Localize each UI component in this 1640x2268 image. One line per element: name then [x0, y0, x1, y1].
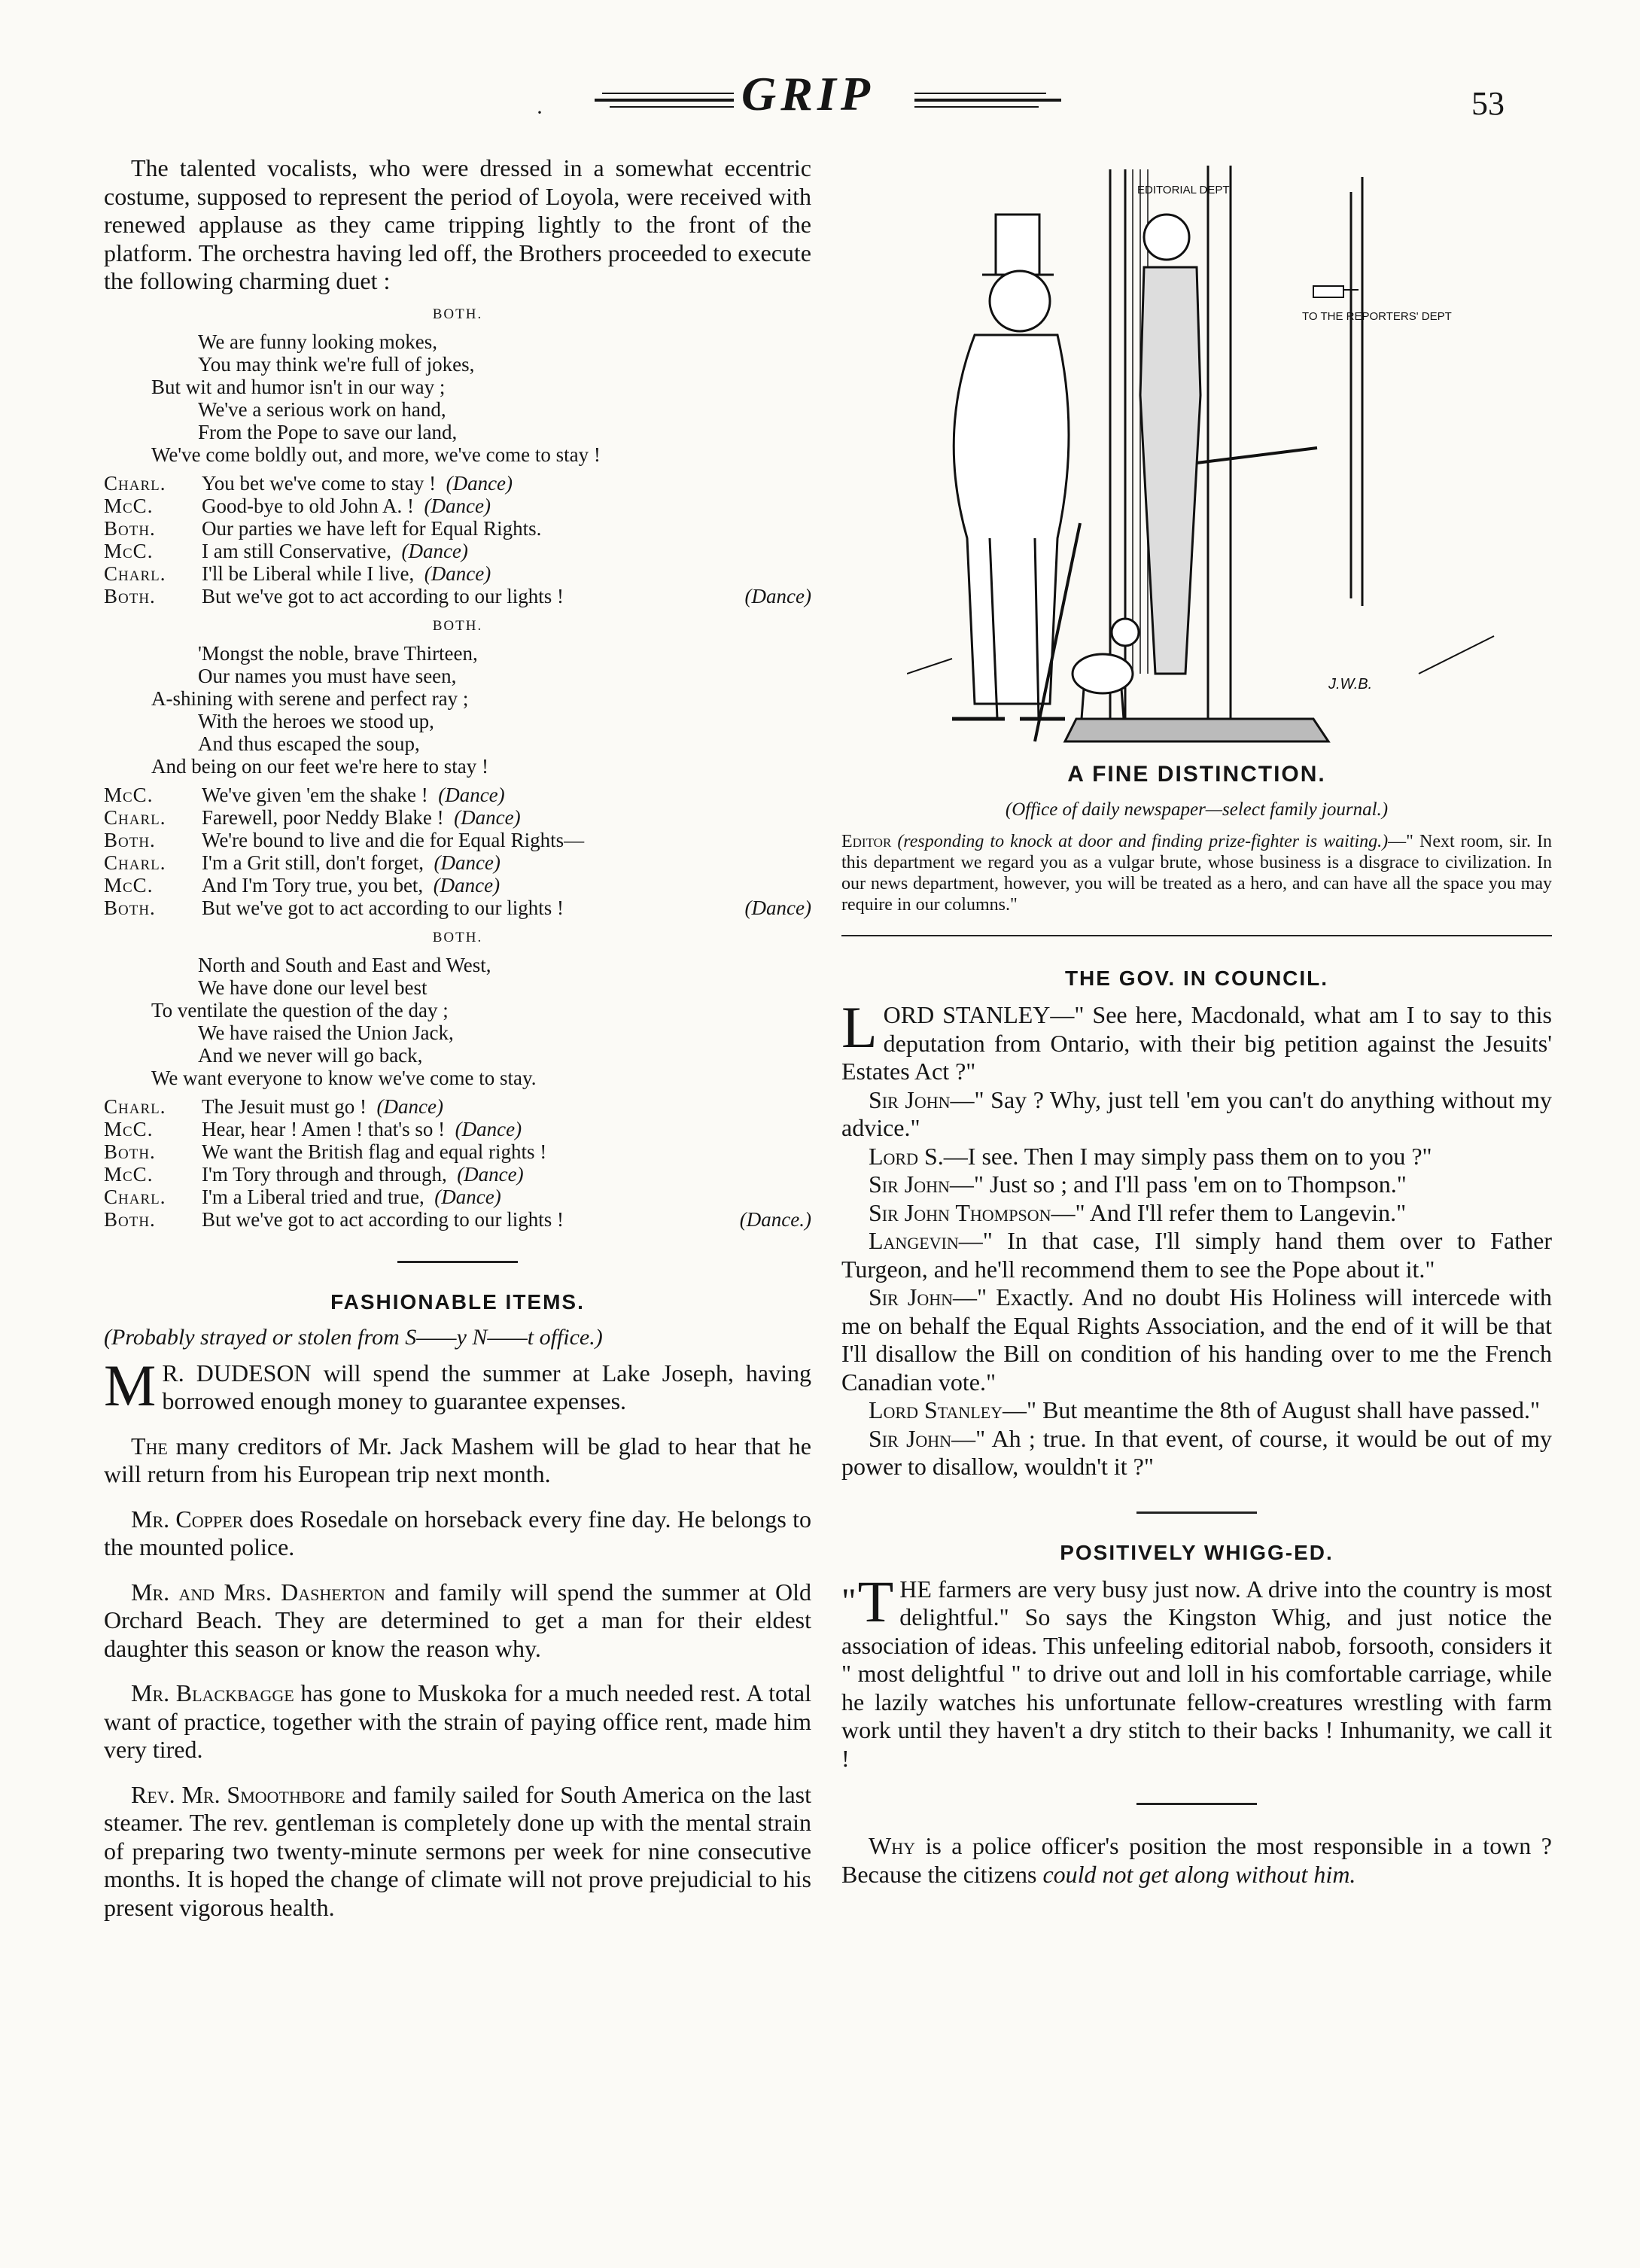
dialogue-text: I am still Conservative,: [202, 539, 391, 562]
speaker: Both.: [104, 516, 156, 540]
verse-line: But wit and humor isn't in our way ;: [151, 375, 446, 398]
top-hat: [996, 215, 1039, 275]
fashionable-items-title: FASHIONABLE ITEMS.: [330, 1289, 585, 1314]
dog-body: [1073, 654, 1133, 693]
council-text: ORD STANLEY—" See here, Macdonald, what am I to say to this deputation from Ontario, with their big petition against the Jesuits' Estates Act ?": [841, 1001, 1552, 1085]
council-text: —" In that case, I'll simply hand them over to Father Turgeon, and he'll recommend them to see the Pope about it.": [841, 1227, 1552, 1283]
speaker: Charl.: [104, 851, 166, 874]
verse-line: North and South and East and West,: [198, 953, 491, 976]
stage-direction: (Dance): [744, 584, 811, 607]
stage-direction: (Dance): [433, 873, 501, 897]
speaker: Both.: [104, 896, 156, 919]
section-divider: [1136, 1511, 1257, 1514]
dialogue-block-3: [104, 1095, 811, 1231]
fashion-item-text: R. DUDESON will spend the summer at Lake Joseph, having borrowed enough money to guarantee expenses.: [162, 1359, 811, 1414]
council-para-5: [841, 1199, 1552, 1228]
whigg-paragraph: [841, 1568, 1552, 1773]
speaker: Lord S.: [869, 1142, 944, 1170]
intro-paragraph: The talented vocalists, who were dressed in a somewhat eccentric costume, supposed to represent the period of Loyola, were received with renewed applause as they came tripping lightly to the front of the platform. The orchestra having led off, the Brothers proceeded to execute the following charming duet :: [104, 154, 811, 294]
speaker: McC.: [104, 783, 154, 806]
dialogue-text: I'm a Liberal tried and true,: [202, 1185, 424, 1208]
speaker: Both.: [104, 1207, 156, 1231]
dialogue-row: [104, 472, 811, 495]
fashion-item-text: many creditors of Mr. Jack Mashem will be glad to hear that he will return from his European trip next month.: [104, 1432, 811, 1487]
verse-stanza-3: [104, 954, 811, 1089]
verse-line: We have done our level best: [198, 976, 427, 999]
council-text: —" Just so ; and I'll pass 'em on to Thompson.": [949, 1171, 1407, 1198]
editor-head: [990, 271, 1050, 331]
verse-line: To ventilate the question of the day ;: [151, 998, 449, 1021]
fashionable-items-subtitle: (Probably strayed or stolen from S——y N——t office.): [104, 1324, 603, 1350]
caption-speaker: Editor: [841, 832, 892, 851]
dialogue-row: [104, 540, 811, 562]
verse-stanza-1: [104, 330, 811, 466]
speaker: Sir John Thompson: [869, 1198, 1051, 1226]
speaker: McC.: [104, 1117, 154, 1140]
fashion-item-text: does Rosedale on horseback every fine day. He belongs to the mounted police.: [104, 1505, 811, 1560]
pointing-arm: [1197, 448, 1317, 463]
item-lead: The: [131, 1432, 168, 1460]
speaker: Sir John: [869, 1085, 951, 1113]
fighter-head: [1144, 215, 1189, 260]
cartoon-title: A FINE DISTINCTION.: [1067, 762, 1326, 787]
dialogue-row: [104, 1208, 811, 1231]
fashion-item-text: has gone to Muskoka for a much needed rest. A total want of practice, together with the strain of paying office rent, made him very tired.: [104, 1679, 811, 1763]
verse-line: And being on our feet we're here to stay !: [151, 754, 488, 778]
riddle-answer: could not get along without him.: [1042, 1860, 1356, 1888]
dialogue-text: But we've got to act according to our lights !: [202, 896, 564, 919]
fashion-item-4: [104, 1578, 811, 1664]
dialogue-row: [104, 562, 811, 585]
header-rule-right: [914, 93, 1046, 94]
fashion-item-6: [104, 1781, 811, 1922]
section-divider: [1136, 1803, 1257, 1805]
riddle-lead: Why: [869, 1832, 915, 1859]
whigg-title: POSITIVELY WHIGG-ED.: [1060, 1540, 1334, 1564]
artist-signature: J.W.B.: [1328, 676, 1373, 693]
dialogue-text: You bet we've come to stay !: [202, 471, 437, 495]
council-para-7: [841, 1283, 1552, 1396]
stage-direction: (Dance): [424, 494, 491, 517]
page-number: 53: [1471, 85, 1505, 122]
council-text: —" Ah ; true. In that event, of course, it would be out of my power to disallow, wouldn't it ?": [841, 1424, 1553, 1480]
drop-cap: T: [857, 1568, 894, 1634]
dialogue-text: Good-bye to old John A. !: [202, 494, 414, 517]
speaker: Sir John: [869, 1171, 950, 1198]
council-para-4: [841, 1171, 1552, 1199]
dialogue-text: And I'm Tory true, you bet,: [202, 873, 424, 897]
dialogue-row: [104, 1186, 811, 1208]
verse-line: Our names you must have seen,: [198, 664, 457, 687]
verse-line: A-shining with serene and perfect ray ;: [151, 686, 469, 710]
dialogue-text: I'll be Liberal while I live,: [202, 562, 415, 585]
caption-direction: (responding to knock at door and finding prize-fighter is waiting.): [897, 832, 1389, 851]
door-sign-text: EDITORIAL DEPT: [1137, 184, 1230, 196]
header-rule-left-lower: [610, 106, 734, 108]
verse-heading: BOTH.: [432, 306, 483, 322]
fashion-item-1: [104, 1352, 811, 1418]
speaker: Charl.: [104, 471, 166, 495]
stage-direction: (Dance): [744, 896, 811, 919]
dialogue-row: [104, 897, 811, 919]
fashion-item-2: [104, 1432, 811, 1489]
left-column: [104, 154, 811, 1922]
council-text: —" And I'll refer them to Langevin.": [1051, 1198, 1407, 1226]
cartoon-drawing: [907, 147, 1502, 749]
stage-direction: (Dance): [455, 1117, 522, 1140]
dialogue-text: But we've got to act according to our lights !: [202, 1207, 564, 1231]
opening-quote: ": [841, 1581, 857, 1621]
council-para-6: [841, 1227, 1552, 1283]
dialogue-row: [104, 806, 811, 829]
fashion-item-5: [104, 1679, 811, 1764]
riddle-text: is a police officer's position the most responsible in a town ? Because the citizens: [841, 1832, 1552, 1888]
section-divider: [397, 1261, 518, 1263]
verse-line: We are funny looking mokes,: [198, 330, 438, 353]
speaker: McC.: [104, 1162, 154, 1186]
speaker: Lord Stanley: [869, 1396, 1003, 1423]
stage-direction: (Dance): [446, 471, 513, 495]
dialogue-text: But we've got to act according to our lights !: [202, 584, 564, 607]
drop-cap: M: [104, 1352, 157, 1418]
speaker: Charl.: [104, 1094, 166, 1118]
verse-line: And we never will go back,: [198, 1043, 423, 1067]
verse-heading: BOTH.: [432, 929, 483, 945]
drop-cap: L: [841, 994, 878, 1060]
council-text: —" But meantime the 8th of August shall have passed.": [1003, 1396, 1541, 1423]
header-rule-right-lower: [914, 106, 1039, 108]
speaker: Charl.: [104, 805, 166, 829]
item-lead: Mr. Copper: [131, 1505, 244, 1533]
dialogue-text: Farewell, poor Neddy Blake !: [202, 805, 444, 829]
header-rule-left: [602, 93, 734, 94]
dialogue-block-1: [104, 472, 811, 607]
speaker: Sir John: [869, 1424, 952, 1452]
dialogue-row: [104, 495, 811, 517]
dialogue-text: We're bound to live and die for Equal Rights—: [202, 828, 585, 851]
verse-heading: BOTH.: [432, 617, 483, 634]
stage-direction: (Dance): [401, 539, 468, 562]
header-rule-right-thick: [914, 99, 1061, 102]
dialogue-text: Hear, hear ! Amen ! that's so !: [202, 1117, 446, 1140]
speaker: Both.: [104, 828, 156, 851]
council-para-8: [841, 1396, 1552, 1425]
verse-line: You may think we're full of jokes,: [198, 352, 475, 376]
council-text: —" Say ? Why, just tell 'em you can't do anything without my advice.": [841, 1085, 1552, 1141]
fighter-body: [1140, 267, 1200, 674]
dialogue-text: I'm Tory through and through,: [202, 1162, 447, 1186]
verse-line: We've come boldly out, and more, we've come to stay !: [151, 443, 601, 466]
dog-head: [1112, 619, 1139, 646]
verse-line: With the heroes we stood up,: [198, 709, 434, 732]
dialogue-row: [104, 585, 811, 607]
dialogue-row: [104, 1163, 811, 1186]
item-lead: Mr. Blackbagge: [131, 1679, 294, 1706]
speaker: McC.: [104, 873, 154, 897]
stage-direction: (Dance.): [739, 1207, 811, 1231]
wall-sign-text: TO THE REPORTERS' DEPT: [1302, 310, 1452, 323]
verse-line: 'Mongst the noble, brave Thirteen,: [198, 641, 478, 665]
caption-text: —" Next room, sir. In this department we regard you as a vulgar brute, whose business is a disgrace to civilization. In our news department, however, you will be treated as a hero, and can have all the space you may require in our columns.": [841, 832, 1552, 915]
dialogue-text: The Jesuit must go !: [202, 1094, 367, 1118]
item-lead: Mr. and Mrs. Dasherton: [131, 1578, 385, 1606]
fashion-item-text: and family sailed for South America on the last steamer. The rev. gentleman is completely done up with the mental strain of preparing two twenty-minute sermons per week for nine consecutive months. It is hoped the change of climate will not prove prejudicial to his present vigorous health.: [104, 1780, 811, 1921]
riddle-paragraph: [841, 1832, 1552, 1889]
dialogue-text: We've given 'em the shake !: [202, 783, 428, 806]
speaker: McC.: [104, 494, 154, 517]
header-ornament-dot: ·: [536, 100, 543, 125]
dialogue-row: [104, 1140, 811, 1163]
whigg-text: HE farmers are very busy just now. A drive into the country is most delightful." So says the Kingston Whig, and just notice the association of ideas. This unfeeling editorial nabob, forsooth, considers it " most delightful " to drive out and loll in his comfortable carriage, while he lazily watches his unfortunate fellow-creatures wrestling with farm work until they haven't a dry stitch to their backs ! Inhumanity, we call it !: [841, 1575, 1552, 1772]
fashion-item-text: and family will spend the summer at Old Orchard Beach. They are determined to get a man for their eldest daughter this season or know the reason why.: [104, 1578, 812, 1662]
stage-direction: (Dance): [457, 1162, 524, 1186]
speaker: Both.: [104, 584, 156, 607]
verse-line: We want everyone to know we've come to stay.: [151, 1066, 537, 1089]
cartoon-caption: [841, 831, 1552, 915]
stage-direction: (Dance): [454, 805, 521, 829]
right-column: [841, 762, 1552, 1889]
stage-direction: (Dance): [376, 1094, 443, 1118]
dialogue-row: [104, 874, 811, 897]
editor-coat: [954, 335, 1069, 704]
verse-line: And thus escaped the soup,: [198, 732, 420, 755]
dialogue-row: [104, 517, 811, 540]
dialogue-row: [104, 1095, 811, 1118]
speaker: Charl.: [104, 1185, 166, 1208]
council-para-1: [841, 994, 1552, 1086]
council-title: THE GOV. IN COUNCIL.: [1064, 967, 1329, 990]
fashion-item-3: [104, 1505, 811, 1562]
dialogue-block-2: [104, 784, 811, 919]
council-para-9: [841, 1425, 1552, 1481]
stage-direction: (Dance): [424, 562, 491, 585]
verse-line: We have raised the Union Jack,: [198, 1021, 454, 1044]
item-lead: Rev. Mr. Smoothbore: [131, 1780, 345, 1808]
cartoon-subtitle: (Office of daily newspaper—select family journal.): [1005, 799, 1389, 820]
section-divider: [841, 935, 1552, 936]
verse-line: We've a serious work on hand,: [198, 397, 446, 421]
speaker: Sir John: [869, 1283, 953, 1311]
verse-stanza-2: [104, 642, 811, 778]
council-para-2: [841, 1086, 1552, 1143]
doormat: [1065, 719, 1328, 741]
speaker: Both.: [104, 1140, 156, 1163]
stage-direction: (Dance): [434, 1185, 501, 1208]
dialogue-row: [104, 829, 811, 851]
speaker: Charl.: [104, 562, 166, 585]
header-rule-left-thick: [595, 99, 734, 102]
council-text: —I see. Then I may simply pass them on to you ?": [943, 1142, 1432, 1170]
dialogue-text: We want the British flag and equal rights !: [202, 1140, 547, 1163]
dialogue-row: [104, 851, 811, 874]
stage-direction: (Dance): [438, 783, 505, 806]
dialogue-row: [104, 1118, 811, 1140]
speaker: McC.: [104, 539, 154, 562]
dialogue-text: I'm a Grit still, don't forget,: [202, 851, 424, 874]
masthead-title: GRIP: [741, 67, 875, 120]
dialogue-text: Our parties we have left for Equal Rights.: [202, 516, 542, 540]
dialogue-row: [104, 784, 811, 806]
council-text: —" Exactly. And no doubt His Holiness will intercede with me on behalf the Equal Rights Association, and the end of it will be that I'll disallow the Bill on condition of his handing over to me the French Canadian vote.": [841, 1283, 1553, 1396]
verse-line: From the Pope to save our land,: [198, 420, 458, 443]
speaker: Langevin: [869, 1227, 959, 1254]
cartoon-illustration: [907, 147, 1502, 749]
council-para-3: [841, 1143, 1552, 1171]
stage-direction: (Dance): [434, 851, 501, 874]
